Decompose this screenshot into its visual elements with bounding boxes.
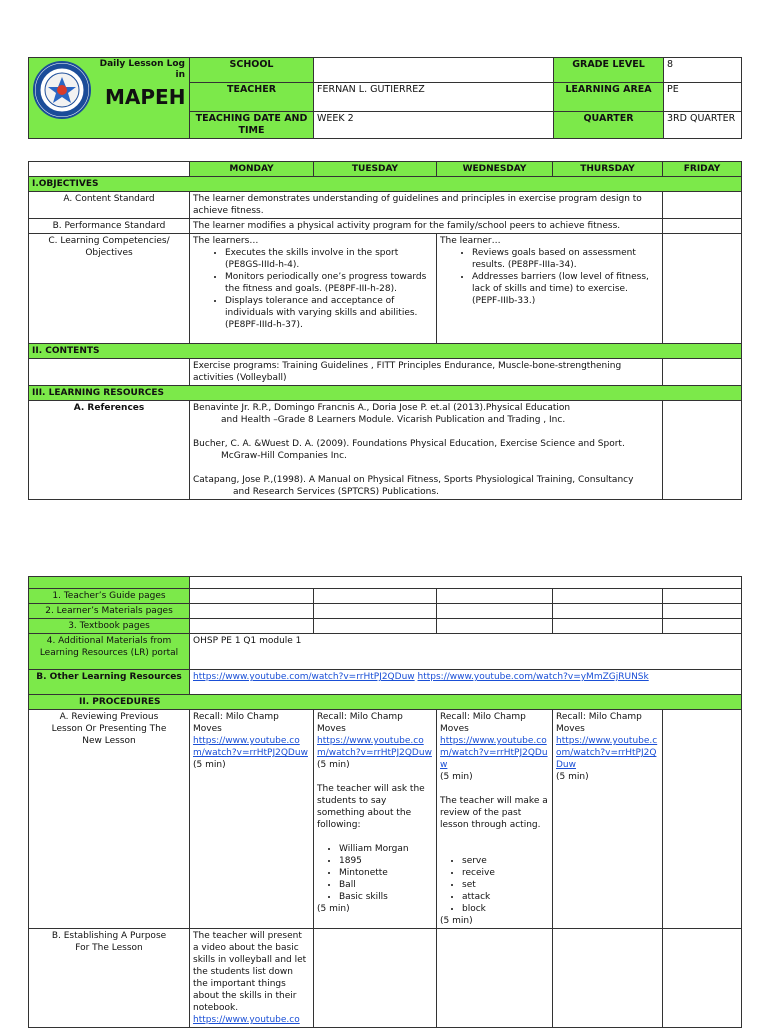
purpose-monday xyxy=(190,929,314,1028)
competencies-right xyxy=(437,234,663,344)
review-tuesday xyxy=(314,710,437,929)
reference-line: and Health –Grade 8 Learners Module. Vicarish Publication and Trading , Inc. xyxy=(221,415,566,425)
youtube-link[interactable]: https://www.youtube.com/watch?v=yMmZGjRUNSk xyxy=(417,672,649,682)
area-value: PE xyxy=(664,83,742,112)
log-title: Daily Lesson Log in xyxy=(99,59,185,80)
teachers-guide-label: 1. Teacher’s Guide pages xyxy=(29,589,190,604)
deped-seal-icon xyxy=(33,61,91,119)
quarter-label: QUARTER xyxy=(554,112,664,139)
content-standard-label: A. Content Standard xyxy=(29,192,190,219)
review-friday xyxy=(663,710,742,929)
tuesday-activity-text: The teacher will ask the students to say something about the following: xyxy=(317,784,425,830)
purpose-label: B. Establishing A Purpose For The Lesson xyxy=(29,929,190,1028)
list-item: • serve xyxy=(462,855,549,867)
review-wednesday xyxy=(437,710,553,929)
youtube-link[interactable]: https://www.youtube.com/watch?v=rrHtPJ2QDuw xyxy=(556,736,658,770)
list-item: • set xyxy=(462,879,549,891)
youtube-link[interactable]: https://www.youtube.com/watch?v=rrHtPJ2QDuw xyxy=(193,736,308,758)
wednesday-activity-list xyxy=(440,855,549,915)
recall-text: Recall: Milo Champ Moves xyxy=(317,712,403,734)
time-note: (5 min) xyxy=(440,772,473,782)
additional-materials-label: 4. Additional Materials from Learning Resources (LR) portal xyxy=(29,634,190,670)
contents-text: Exercise programs: Training Guidelines , FITT Principles Endurance, Muscle-bone-strengthening activities (Volleyball) xyxy=(190,359,663,386)
purpose-text: The teacher will present a video about the basic skills in volleyball and let the students list down the important things about the skills in their notebook. xyxy=(193,931,307,1013)
review-monday xyxy=(190,710,314,929)
time-note: (5 min) xyxy=(440,916,473,926)
competencies-right-list xyxy=(440,247,659,307)
review-lesson-label: A. Reviewing Previous Lesson Or Presenting The New Lesson xyxy=(29,710,190,929)
review-thursday xyxy=(553,710,663,929)
time-note: (5 min) xyxy=(556,772,589,782)
objectives-table xyxy=(28,161,742,500)
objectives-heading: I.OBJECTIVES xyxy=(29,177,742,192)
contents-heading: II. CONTENTS xyxy=(29,344,742,359)
reference-line: McGraw-Hill Companies Inc. xyxy=(221,451,347,461)
day-friday: FRIDAY xyxy=(663,162,742,177)
list-item: • 1895 xyxy=(339,855,433,867)
recall-text: Recall: Milo Champ Moves xyxy=(193,712,279,734)
day-wednesday: WEDNESDAY xyxy=(437,162,553,177)
time-note: (5 min) xyxy=(193,760,226,770)
reference-line: Bucher, C. A. &Wuest D. A. (2009). Foundations Physical Education, Exercise Science and Sport. xyxy=(193,439,625,449)
competencies-left xyxy=(190,234,437,344)
teacher-label: TEACHER xyxy=(190,83,314,112)
references-label: A. References xyxy=(29,401,190,500)
reference-line: Benavinte Jr. R.P., Domingo Francnis A., Doria Jose P. et.al (2013).Physical Education xyxy=(193,403,571,413)
school-label: SCHOOL xyxy=(190,58,314,83)
date-label: TEACHING DATE AND TIME xyxy=(190,112,314,139)
other-resources-label: B. Other Learning Resources xyxy=(29,670,190,695)
day-thursday: THURSDAY xyxy=(553,162,663,177)
list-item: • Displays tolerance and acceptance of individuals with varying skills and abilities. (PE8PF-IIId-h-37). xyxy=(225,295,433,331)
list-item: • receive xyxy=(462,867,549,879)
area-label: LEARNING AREA xyxy=(554,83,664,112)
subject-title: MAPEH xyxy=(105,85,186,109)
references-text xyxy=(190,401,663,500)
procedures-table xyxy=(28,576,742,1028)
grade-label: GRADE LEVEL xyxy=(554,58,664,83)
procedures-heading: II. PROCEDURES xyxy=(29,695,742,710)
textbook-label: 3. Textbook pages xyxy=(29,619,190,634)
time-note: (5 min) xyxy=(317,760,350,770)
recall-text: Recall: Milo Champ Moves xyxy=(440,712,526,734)
list-item: • Basic skills xyxy=(339,891,433,903)
performance-standard-text: The learner modifies a physical activity program for the family/school peers to achieve fitness. xyxy=(190,219,663,234)
list-item: • Mintonette xyxy=(339,867,433,879)
content-standard-text: The learner demonstrates understanding of guidelines and principles in exercise program design to achieve fitness. xyxy=(190,192,663,219)
resources-heading: III. LEARNING RESOURCES xyxy=(29,386,742,401)
teacher-value: FERNAN L. GUTIERREZ xyxy=(314,83,554,112)
list-item: • block xyxy=(462,903,549,915)
date-value: WEEK 2 xyxy=(314,112,554,139)
performance-standard-label: B. Performance Standard xyxy=(29,219,190,234)
time-note: (5 min) xyxy=(317,904,350,914)
youtube-link[interactable]: https://www.youtube.com/watch?v=rrHtPJ2QDuw xyxy=(440,736,548,770)
header-table xyxy=(28,57,742,139)
wednesday-activity-text: The teacher will make a review of the past lesson through acting. xyxy=(440,796,548,830)
youtube-link[interactable]: https://www.youtube.co xyxy=(193,1015,300,1025)
list-item: • Monitors periodically one’s progress towards the fitness and goals. (PE8PF-III-h-28). xyxy=(225,271,433,295)
day-tuesday: TUESDAY xyxy=(314,162,437,177)
competencies-left-intro: The learners… xyxy=(193,236,259,246)
competencies-right-intro: The learner… xyxy=(440,236,501,246)
day-monday: MONDAY xyxy=(190,162,314,177)
youtube-link[interactable]: https://www.youtube.com/watch?v=rrHtPJ2QDuw xyxy=(317,736,432,758)
list-item: • attack xyxy=(462,891,549,903)
other-resources-links xyxy=(190,670,742,695)
competencies-left-list xyxy=(193,247,433,331)
school-value xyxy=(314,58,554,83)
list-item: • Executes the skills involve in the sport (PE8GS-IIId-h-4). xyxy=(225,247,433,271)
quarter-value: 3RD QUARTER xyxy=(664,112,742,139)
list-item: • Reviews goals based on assessment results. (PE8PF-IIIa-34). xyxy=(472,247,659,271)
tuesday-activity-list xyxy=(317,843,433,903)
youtube-link[interactable]: https://www.youtube.com/watch?v=rrHtPJ2QDuw xyxy=(193,672,415,682)
list-item: • William Morgan xyxy=(339,843,433,855)
list-item: • Addresses barriers (low level of fitness, lack of skills and time) to exercise. (PEPF-IIIb-33.) xyxy=(472,271,659,307)
additional-materials-value: OHSP PE 1 Q1 module 1 xyxy=(190,634,742,670)
grade-value: 8 xyxy=(664,58,742,83)
reference-line: Catapang, Jose P.,(1998). A Manual on Physical Fitness, Sports Physiological Training, Consultancy xyxy=(193,475,634,485)
header-logo-cell xyxy=(29,58,190,139)
recall-text: Recall: Milo Champ Moves xyxy=(556,712,642,734)
reference-line: and Research Services (SPTCRS) Publications. xyxy=(233,487,439,497)
list-item: • Ball xyxy=(339,879,433,891)
learners-materials-label: 2. Learner’s Materials pages xyxy=(29,604,190,619)
competencies-label: C. Learning Competencies/ Objectives xyxy=(29,234,190,344)
